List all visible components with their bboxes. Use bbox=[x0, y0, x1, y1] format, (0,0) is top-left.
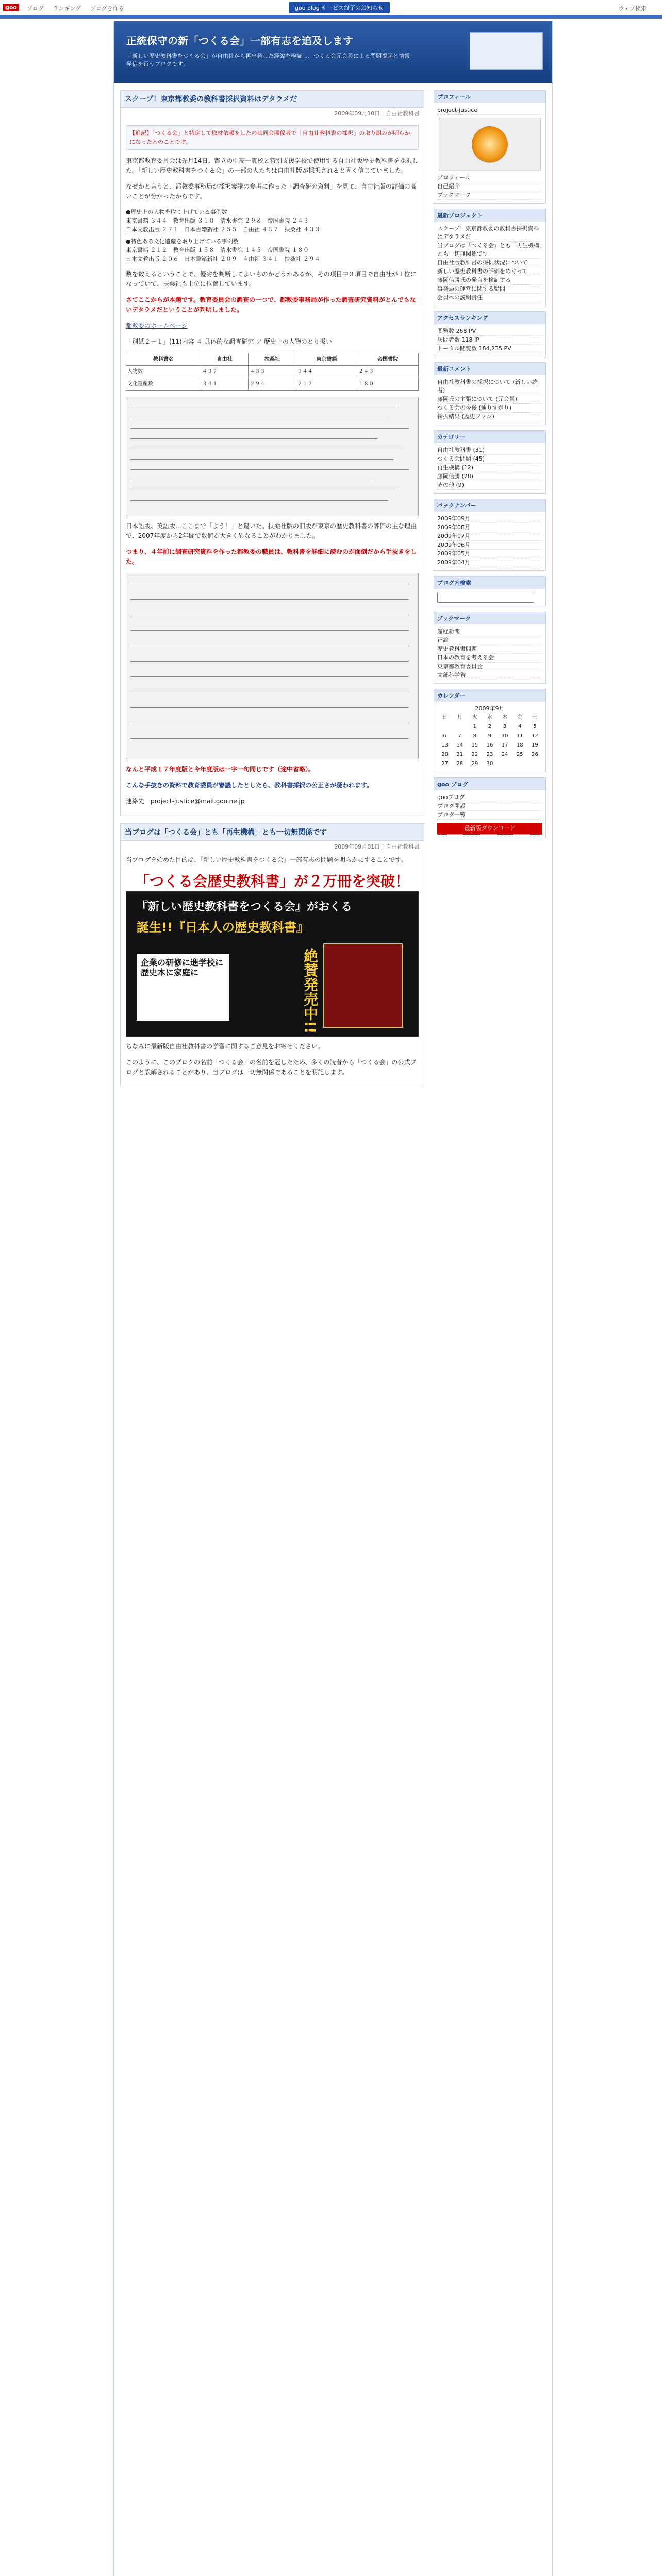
table-header: 自由社 bbox=[201, 353, 249, 366]
calendar-month: 2009年9月 bbox=[475, 705, 505, 712]
entry-title[interactable]: 当ブログは「つくる会」とも「再生機構」とも一切無関係です bbox=[121, 824, 424, 841]
table-cell: ３４１ bbox=[201, 378, 249, 391]
calendar-weekday: 木 bbox=[502, 715, 508, 720]
banner-line2: 誕生!!『日本人の歴史教科書』 bbox=[137, 920, 309, 935]
bookmark-title: ブックマーク bbox=[434, 612, 545, 624]
entry-highlight: つまり、４年前に調査研究資料を作った都教委の職員は、教科書を詳細に読むのが面倒だから手抜きをした。 bbox=[126, 548, 417, 565]
entry-paragraph: ちなみに最新版自由社教科書の学習に関するご意見をお寄せください。 bbox=[126, 1043, 324, 1050]
bookmark-item[interactable]: 東京都教育委員会 bbox=[437, 663, 542, 671]
calendar-day[interactable]: 20 bbox=[441, 752, 448, 757]
calendar-day[interactable]: 30 bbox=[486, 761, 493, 767]
bookmark-item[interactable]: 文部科学省 bbox=[437, 671, 542, 680]
document-scan bbox=[126, 397, 419, 516]
entry-paragraph: 当ブログを始めた目的は、「新しい歴史教科書をつくる会」一部有志の問題を明らかにすることです。 bbox=[126, 856, 407, 863]
calendar-day[interactable]: 1 bbox=[473, 724, 477, 730]
blog-entry bbox=[120, 823, 424, 1087]
book-banner[interactable] bbox=[126, 891, 419, 1037]
search-block bbox=[434, 576, 546, 606]
category-item[interactable]: 自由社教科書 (31) bbox=[437, 446, 542, 455]
calendar-day[interactable] bbox=[512, 759, 527, 769]
stats-line: 日本文教出版 ２０６ 日本書籍新社 ２０９ 自由社 ３４１ 扶桑社 ２９４ bbox=[126, 256, 320, 262]
calendar-day[interactable]: 7 bbox=[458, 733, 461, 739]
access-title: アクセスランキング bbox=[434, 312, 545, 324]
stats-line: 東京書籍 ３４４ 教育出版 ３１０ 清水書院 ２９８ 帝国書院 ２４３ bbox=[126, 217, 309, 224]
calendar-day[interactable]: 3 bbox=[503, 724, 507, 730]
entry-highlight: なんと平成１７年度版と今年度版は一字一句同じです（途中省略）。 bbox=[126, 766, 315, 773]
entry-date: 2009年09月10日 | 自由社教科書 bbox=[334, 110, 420, 117]
entry-paragraph: 東京都教育委員会は先月14日、都立の中高一貫校と特別支援学校で使用する自由社版歴史教科書を採択した。「新しい歴史教科書をつくる会」の一部の人たちは自由社版が採択されると固く信じていました。 bbox=[126, 157, 419, 174]
table-caption: 「別紙２－１」(11)内容 ４ 具体的な調査研究 ア 歴史上の人物のとり扱い bbox=[126, 338, 332, 345]
comment-item[interactable]: 藤岡氏の主張について (元会員) bbox=[437, 395, 542, 404]
calendar-day[interactable]: 14 bbox=[456, 742, 464, 748]
table-cell: ２９４ bbox=[249, 378, 296, 391]
calendar-day[interactable]: 27 bbox=[441, 761, 448, 767]
blog-entry bbox=[120, 90, 424, 816]
table-header: 教科書名 bbox=[126, 353, 201, 366]
backnumber-item[interactable]: 2009年04月 bbox=[437, 558, 542, 567]
calendar-day[interactable]: 2 bbox=[488, 724, 492, 730]
entry-body bbox=[121, 119, 424, 816]
blog-description: 「新しい歴史教科書をつくる会」が自由社から再出発した経緯を検証し、つくる会元会員による問題提起と情報発信を行うブログです。 bbox=[126, 53, 410, 67]
entry-title[interactable]: スクープ！東京都教委の教科書採択資料はデタラメだ bbox=[121, 91, 424, 108]
search-input[interactable] bbox=[437, 592, 534, 603]
nav-create[interactable]: ブログを作る bbox=[90, 5, 124, 12]
category-item[interactable]: その他 (9) bbox=[437, 481, 542, 490]
document-scan bbox=[126, 573, 419, 759]
category-title: カテゴリー bbox=[434, 431, 545, 443]
calendar-weekday: 月 bbox=[457, 715, 462, 720]
table-cell: ４３７ bbox=[201, 366, 249, 378]
recent-item[interactable]: 自由社版教科書の採択状況について bbox=[437, 259, 542, 267]
calendar-day[interactable] bbox=[527, 759, 542, 769]
backnumber-item[interactable]: 2009年07月 bbox=[437, 532, 542, 541]
sidebar bbox=[434, 90, 546, 843]
profile-link[interactable]: 自己紹介 bbox=[437, 182, 542, 191]
entry-body bbox=[121, 852, 424, 1087]
stats-line: 東京書籍 ２１２ 教育出版 １５８ 清水書院 １４５ 帝国書院 １８０ bbox=[126, 247, 309, 253]
goo-block bbox=[434, 777, 546, 838]
calendar-day[interactable]: 13 bbox=[441, 742, 448, 748]
calendar-day[interactable]: 11 bbox=[516, 733, 523, 739]
nav-blog[interactable]: ブログ bbox=[27, 5, 44, 12]
calendar-day[interactable]: 8 bbox=[473, 733, 477, 739]
calendar-grid bbox=[437, 713, 542, 769]
bookmark-block bbox=[434, 612, 546, 684]
calendar-day[interactable]: 9 bbox=[488, 733, 492, 739]
comparison-table bbox=[126, 353, 419, 391]
calendar-weekday: 火 bbox=[472, 715, 477, 720]
main-column bbox=[120, 90, 424, 1094]
blog-header bbox=[114, 21, 552, 83]
access-line: トータル閲覧数 184,235 PV bbox=[437, 345, 542, 353]
backnumber-block bbox=[434, 499, 546, 571]
profile-id[interactable]: project-justice bbox=[437, 106, 542, 115]
comments-block bbox=[434, 362, 546, 425]
search-title: ブログ内検索 bbox=[434, 577, 545, 589]
access-line: 閲覧数 268 PV bbox=[437, 327, 542, 336]
bookmark-item[interactable]: 歴史教科書問題 bbox=[437, 645, 542, 654]
table-row bbox=[126, 366, 419, 378]
calendar-day[interactable]: 24 bbox=[501, 752, 508, 757]
goo-link[interactable]: ブログ開設 bbox=[437, 802, 542, 811]
banner-tag: 企業の研修に進学校に歴史本に家庭に bbox=[137, 954, 229, 1021]
calendar-weekday: 水 bbox=[487, 715, 492, 720]
comment-item[interactable]: 採択結果 (歴史ファン) bbox=[437, 413, 542, 421]
banner-line1: 『新しい歴史教科書をつくる会』がおくる bbox=[137, 901, 353, 913]
calendar-day[interactable]: 25 bbox=[516, 752, 523, 757]
table-header: 東京書籍 bbox=[296, 353, 357, 366]
blog-title[interactable]: 正統保守の新「つくる会」一部有志を追及します bbox=[126, 35, 353, 47]
recent-item[interactable]: 藤岡信勝氏の発言を検証する bbox=[437, 276, 542, 285]
entry-paragraph: このように、このブログの名前「つくる会」の名前を冠したため、多くの読者から「つくる会」の公式ブログと誤解されることがあり、当ブログは一切無関係であることを明記します。 bbox=[126, 1059, 417, 1076]
recent-title: 最新プロジェクト bbox=[434, 209, 545, 222]
book-cover-image bbox=[323, 943, 403, 1028]
goo-logo[interactable]: goo bbox=[3, 4, 19, 11]
category-block bbox=[434, 430, 546, 494]
calendar-day[interactable]: 28 bbox=[456, 761, 464, 767]
entry-paragraph: 数を数えるということで、優劣を判断してよいものかどうかあるが、その項目中３項目で自由社が１位になっていて、扶桑社も上位に位置しています。 bbox=[126, 270, 417, 287]
calendar-day[interactable]: 10 bbox=[501, 733, 508, 739]
calendar-title: カレンダー bbox=[434, 689, 545, 702]
recent-item[interactable]: 新しい歴史教科書の評価をめぐって bbox=[437, 267, 542, 276]
entry-paragraph: こんな手抜きの資料で教育委員が審議したとしたら、教科書採択の公正さが疑われます。 bbox=[126, 782, 373, 789]
calendar-day[interactable]: 6 bbox=[443, 733, 446, 739]
banner-release: 絶賛発売中!! bbox=[302, 948, 319, 1034]
table-row bbox=[126, 378, 419, 391]
profile-block bbox=[434, 90, 546, 204]
access-ranking-block bbox=[434, 311, 546, 357]
goo-link[interactable]: gooブログ bbox=[437, 793, 542, 802]
category-item[interactable]: 藤岡信勝 (28) bbox=[437, 472, 542, 481]
stats-title: ●歴史上の人物を取り上げている事例数 bbox=[126, 209, 227, 215]
calendar-day[interactable]: 29 bbox=[471, 761, 478, 767]
table-cell: 文化遺産数 bbox=[126, 378, 201, 391]
backnumber-item[interactable]: 2009年08月 bbox=[437, 523, 542, 532]
header-search-box[interactable] bbox=[470, 32, 543, 70]
service-end-notice[interactable]: goo blog サービス終了のお知らせ bbox=[289, 2, 390, 13]
calendar-day[interactable]: 5 bbox=[533, 724, 537, 730]
category-item[interactable]: 再生機構 (12) bbox=[437, 464, 542, 472]
goo-link[interactable]: ブログ一覧 bbox=[437, 811, 542, 820]
profile-title: プロフィール bbox=[434, 91, 545, 103]
bookmark-item[interactable]: 日本の教育を考える会 bbox=[437, 654, 542, 663]
calendar-day[interactable]: 23 bbox=[486, 752, 493, 757]
entry-highlight: さてここからが本題です。教育委員会の調査の一つで、都教委事務局が作った調査研究資料がとんでもないデタラメだということが判明しました。 bbox=[126, 296, 416, 313]
recent-item[interactable]: 会員への説明責任 bbox=[437, 294, 542, 302]
header-stripe bbox=[0, 15, 662, 19]
backnumber-title: バックナンバー bbox=[434, 499, 545, 512]
calendar-day[interactable]: 22 bbox=[471, 752, 478, 757]
calendar-block bbox=[434, 689, 546, 772]
backnumber-item[interactable]: 2009年05月 bbox=[437, 550, 542, 558]
goo-nav bbox=[27, 4, 131, 12]
nav-ranking[interactable]: ランキング bbox=[53, 5, 81, 12]
calendar-day[interactable]: 18 bbox=[516, 742, 523, 748]
backnumber-item[interactable]: 2009年06月 bbox=[437, 541, 542, 550]
table-cell: ３４４ bbox=[296, 366, 357, 378]
bookmark-item[interactable]: 正論 bbox=[437, 636, 542, 645]
recent-item[interactable]: スクープ！東京都教委の教科書採択資料はデタラメだ bbox=[437, 225, 542, 242]
comment-item[interactable]: つくる会の今後 (通りすがり) bbox=[437, 404, 542, 413]
table-cell: １８０ bbox=[357, 378, 419, 391]
recent-item[interactable]: 事務局の運営に関する疑問 bbox=[437, 285, 542, 294]
table-cell: 人物数 bbox=[126, 366, 201, 378]
stats-line: 日本文教出版 ２７１ 日本書籍新社 ２５５ 自由社 ４３７ 扶桑社 ４３３ bbox=[126, 226, 320, 233]
calendar-day[interactable] bbox=[437, 722, 452, 732]
web-search-link[interactable]: ウェブ検索 bbox=[618, 5, 647, 12]
goo-title: goo ブログ bbox=[434, 778, 545, 790]
contact-signature[interactable]: 連絡先 project-justice@mail.goo.ne.jp bbox=[126, 798, 245, 805]
blog-page bbox=[113, 21, 553, 2576]
entry-paragraph: 日本語版、英語版…ここまで「よう！」と驚いた。扶桑社版の旧版が東京の歴史教科書の評価の主な理由で、2007年度から2年間で数値が大きく異なることがわかりました。 bbox=[126, 522, 417, 539]
entry-notice: 【追記】「つくる会」と特定して取材依頼をしたのは同会関係者で「自由社教科書の採択」の取り組みが明らかになったとのことです。 bbox=[126, 125, 419, 150]
calendar-day[interactable]: 12 bbox=[532, 733, 538, 739]
calendar-day[interactable]: 4 bbox=[518, 724, 522, 730]
avatar bbox=[439, 118, 541, 171]
download-ad-button[interactable]: 最新版ダウンロード bbox=[437, 823, 542, 835]
calendar-weekday: 土 bbox=[532, 715, 538, 720]
table-header: 帝国書院 bbox=[357, 353, 419, 366]
calendar-day[interactable] bbox=[452, 722, 467, 732]
calendar-day[interactable]: 26 bbox=[532, 752, 538, 757]
calendar-day[interactable]: 19 bbox=[532, 742, 538, 748]
calendar-day[interactable]: 16 bbox=[486, 742, 493, 748]
calendar-weekday: 金 bbox=[517, 715, 523, 720]
entry-date: 2009年09月01日 | 自由社教科書 bbox=[334, 843, 420, 850]
stats-block bbox=[126, 208, 419, 263]
table-cell: ２４３ bbox=[357, 366, 419, 378]
recent-item[interactable]: 当ブログは「つくる会」とも「再生機構」とも一切無関係です bbox=[437, 242, 542, 259]
milestone-banner: 「つくる会歴史教科書」が２万冊を突破！ bbox=[126, 871, 419, 886]
calendar-day[interactable]: 17 bbox=[501, 742, 508, 748]
calendar-day[interactable] bbox=[498, 759, 512, 769]
goo-top-bar bbox=[0, 0, 662, 16]
backnumber-item[interactable]: 2009年09月 bbox=[437, 515, 542, 523]
stats-line: ●特色ある文化遺産を取り上げている事例数 bbox=[126, 238, 239, 245]
category-item[interactable]: つくる会問題 (45) bbox=[437, 455, 542, 464]
sun-avatar-icon bbox=[472, 126, 508, 163]
access-line: 訪問者数 118 IP bbox=[437, 336, 542, 345]
tokyo-board-link[interactable]: 都教委のホームページ bbox=[126, 322, 188, 329]
table-cell: ４３３ bbox=[249, 366, 296, 378]
profile-link[interactable]: プロフィール bbox=[437, 174, 542, 182]
table-header: 扶桑社 bbox=[249, 353, 296, 366]
profile-link[interactable]: ブックマーク bbox=[437, 191, 542, 200]
comments-title: 最新コメント bbox=[434, 363, 545, 375]
entry-paragraph: なぜかと言うと、都教委事務局が採択審議の参考に作った「調査研究資料」を見て、自由社版の評価の高いことが分かったからです。 bbox=[126, 183, 417, 200]
calendar-day[interactable]: 21 bbox=[456, 752, 464, 757]
recent-entries-block bbox=[434, 209, 546, 306]
calendar-weekday: 日 bbox=[442, 715, 448, 720]
bookmark-item[interactable]: 産経新聞 bbox=[437, 628, 542, 636]
calendar-day[interactable]: 15 bbox=[471, 742, 478, 748]
comment-item[interactable]: 自由社教科書の採択について (新しい読者) bbox=[437, 378, 542, 395]
table-cell: ２１２ bbox=[296, 378, 357, 391]
